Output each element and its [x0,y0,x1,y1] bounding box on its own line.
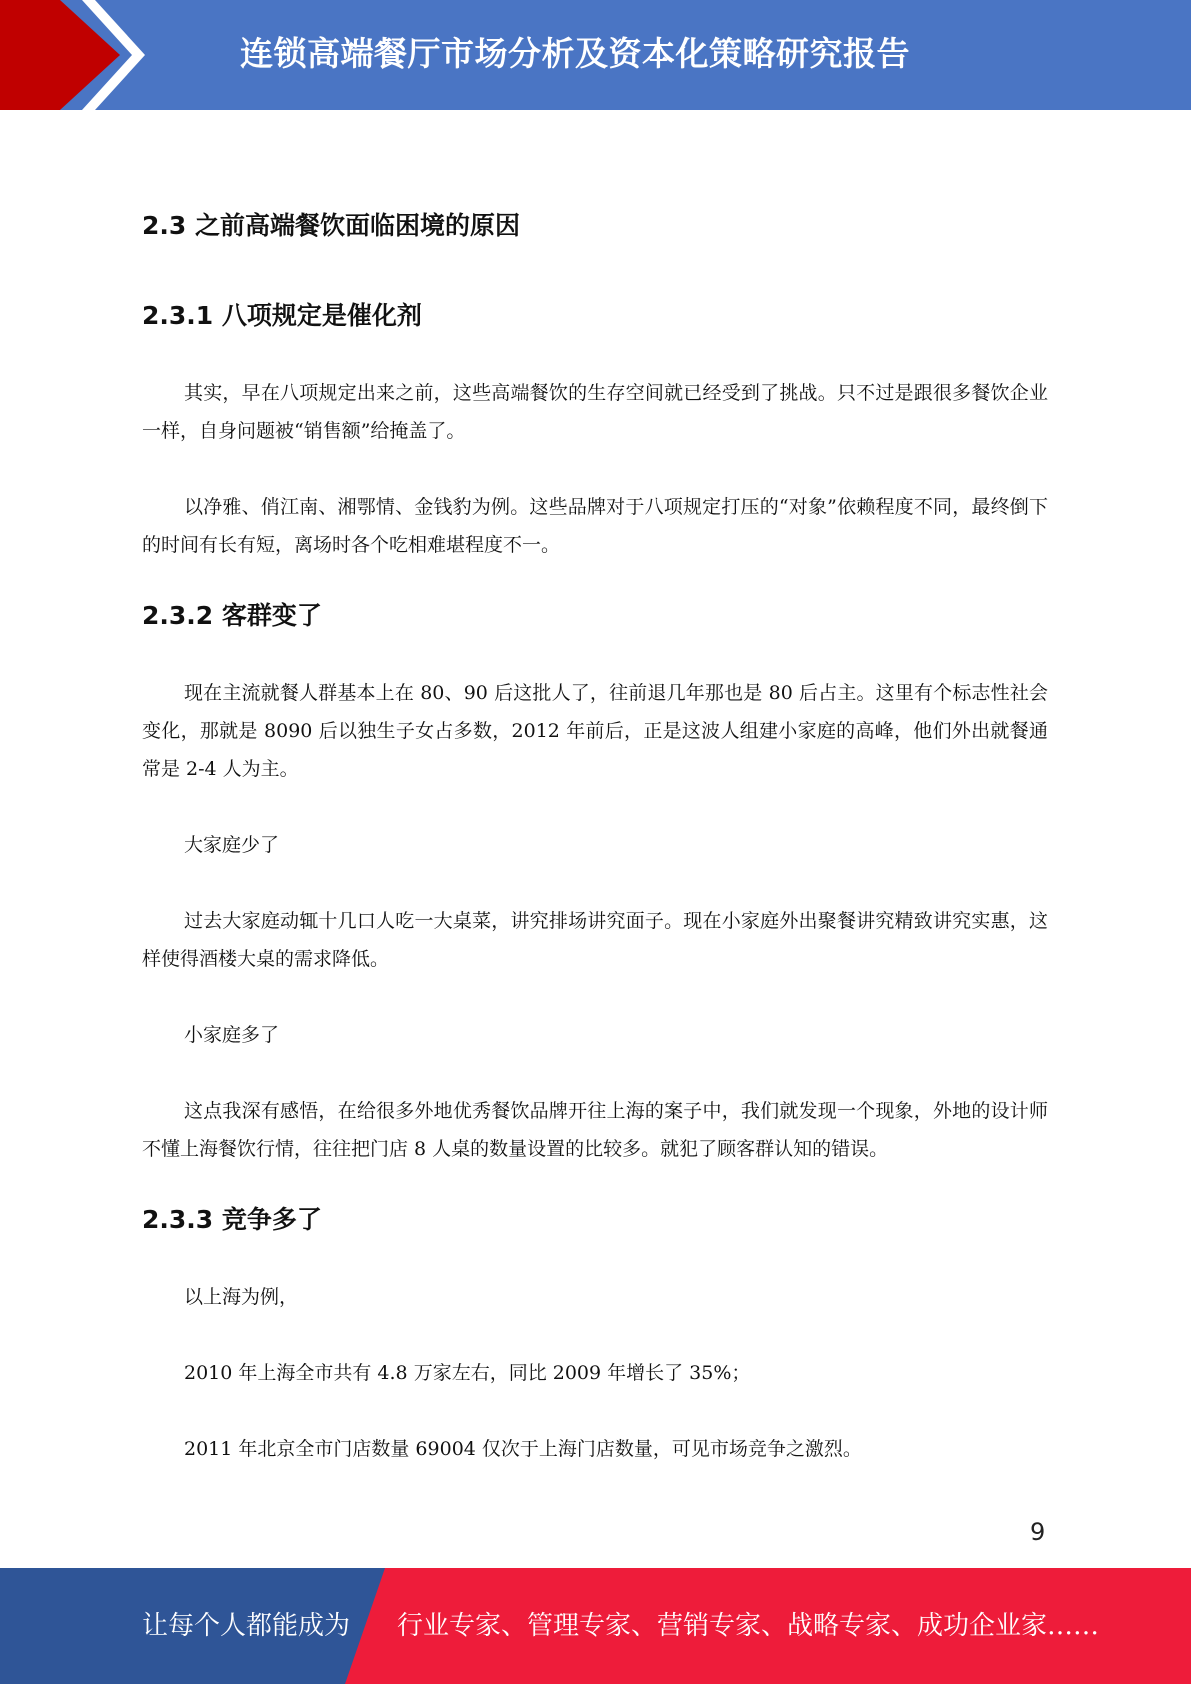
page-number: 9 [1030,1518,1046,1546]
page-header [0,0,1191,110]
footer-slogan-right: 行业专家、管理专家、营销专家、战略专家、成功企业家…… [397,1611,1100,1641]
page-footer [0,1568,1191,1684]
document-body [142,196,1048,1468]
paragraph: 2011 年北京全市门店数量 69004 仅次于上海门店数量，可见市场竞争之激烈。 [184,1438,862,1460]
section-heading-2-3: 2.3 之前高端餐饮面临困境的原因 [142,211,520,240]
paragraph: 这点我深有感悟，在给很多外地优秀餐饮品牌开往上海的案子中，我们就发现一个现象，外地的设计师不懂上海餐饮行情，往往把门店 8 人桌的数量设置的比较多。就犯了顾客群认知的错误。 [142,1100,1048,1160]
section-heading-2-3-1: 2.3.1 八项规定是催化剂 [142,301,422,330]
section-heading-2-3-3: 2.3.3 竞争多了 [142,1205,322,1234]
paragraph: 以净雅、俏江南、湘鄂情、金钱豹为例。这些品牌对于八项规定打压的“对象”依赖程度不同，最终倒下的时间有长有短，离场时各个吃相难堪程度不一。 [142,496,1048,556]
footer-slogan-left: 让每个人都能成为 [142,1611,351,1641]
paragraph: 以上海为例， [184,1286,299,1308]
paragraph: 小家庭多了 [184,1024,280,1046]
section-heading-2-3-2: 2.3.2 客群变了 [142,601,322,630]
paragraph: 现在主流就餐人群基本上在 80、90 后这批人了，往前退几年那也是 80 后占主。这里有个标志性社会变化，那就是 8090 后以独生子女占多数，2012 年前后，正是这波人组建小家庭的高峰，他们外出就餐通常是 2-4 人为主。 [142,682,1048,780]
paragraph: 过去大家庭动辄十几口人吃一大桌菜，讲究排场讲究面子。现在小家庭外出聚餐讲究精致讲究实惠，这样使得酒楼大桌的需求降低。 [142,910,1048,970]
paragraph: 2010 年上海全市共有 4.8 万家左右，同比 2009 年增长了 35%； [184,1362,751,1384]
document-title: 连锁高端餐厅市场分析及资本化策略研究报告 [240,34,910,73]
paragraph: 其实，早在八项规定出来之前，这些高端餐饮的生存空间就已经受到了挑战。只不过是跟很多餐饮企业一样，自身问题被“销售额”给掩盖了。 [142,382,1048,442]
paragraph: 大家庭少了 [184,834,280,856]
